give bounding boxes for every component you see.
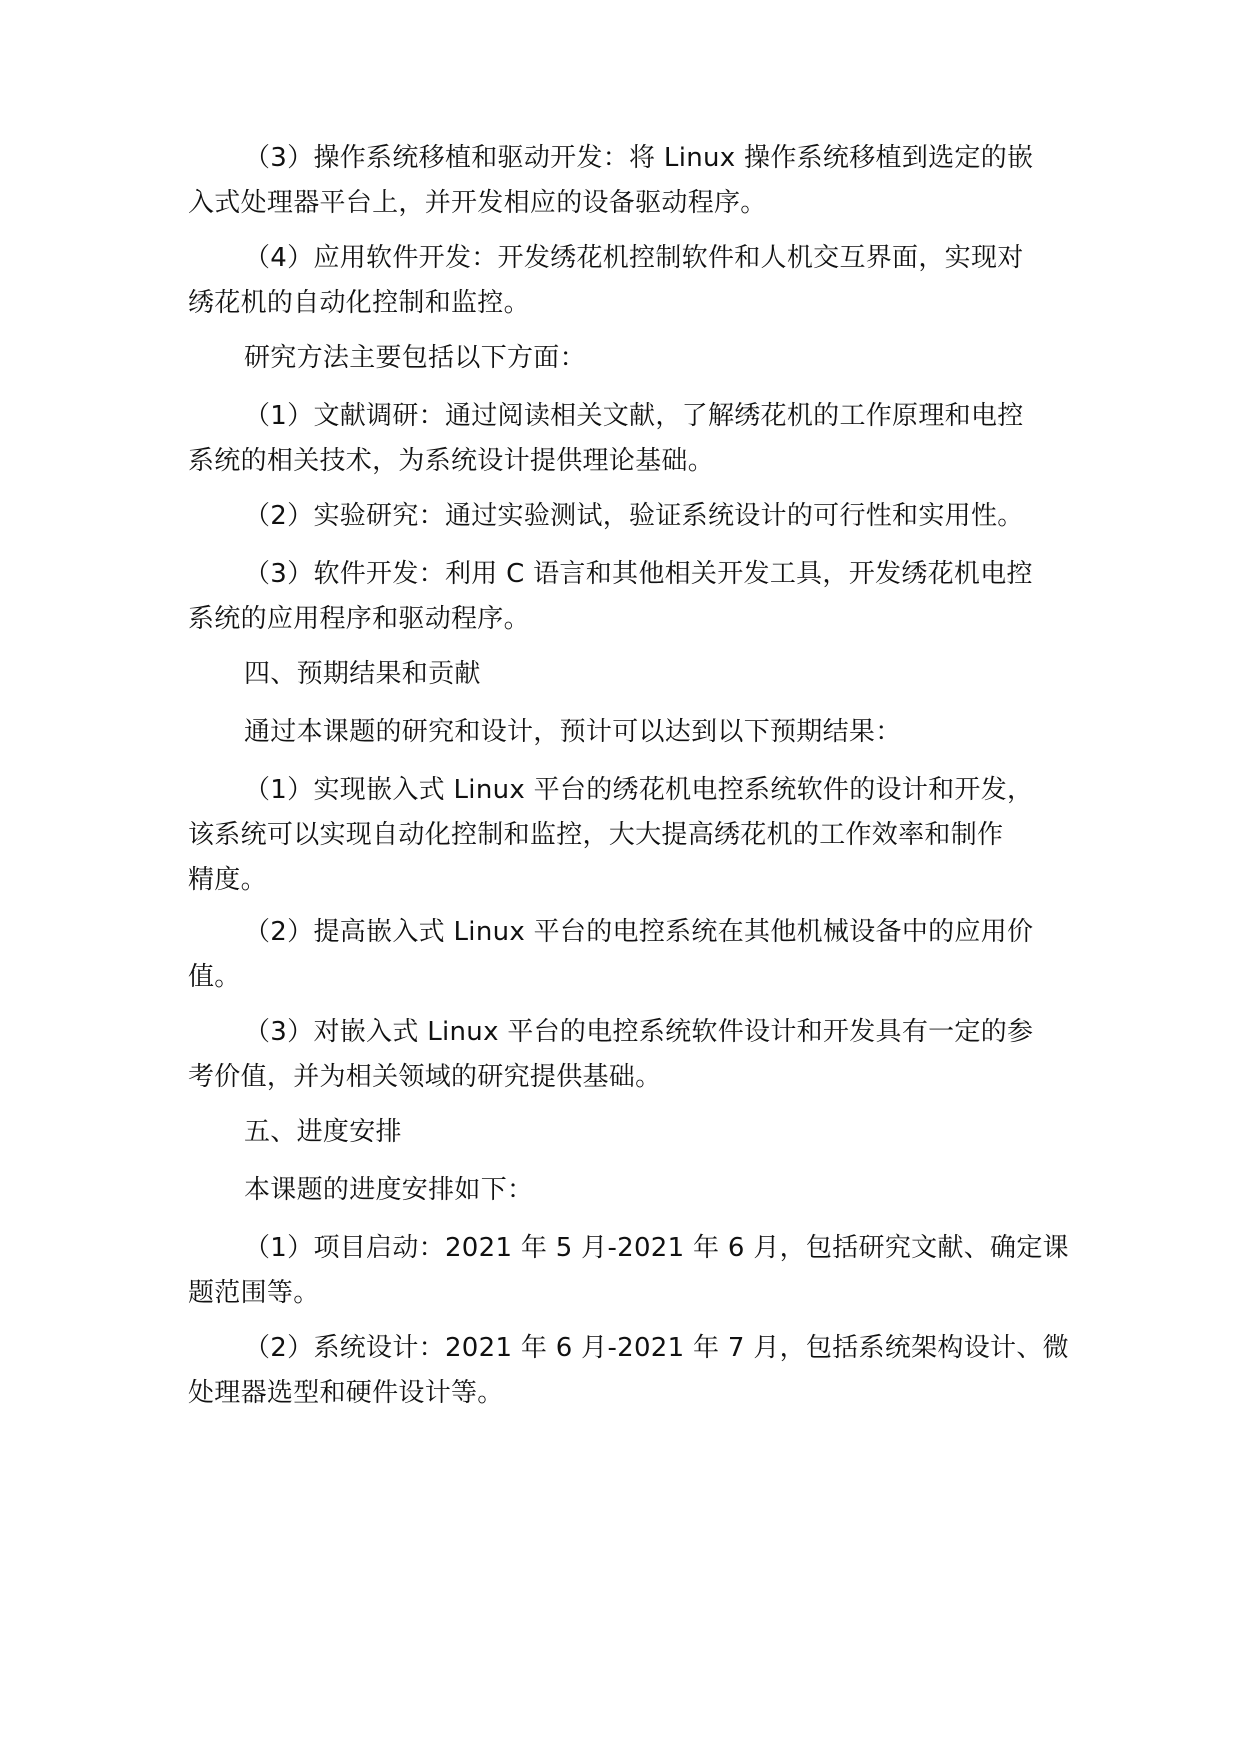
text-line: 系统的应用程序和驱动程序。	[188, 604, 530, 634]
paragraph-expected-result-2	[188, 910, 1058, 1000]
text-line: 研究方法主要包括以下方面：	[244, 343, 586, 373]
text-line: 精度。	[188, 865, 267, 895]
paragraph-schedule-item-2	[188, 1326, 1069, 1416]
paragraph-literature-research	[188, 394, 1058, 484]
text-line: （1）实现嵌入式 Linux 平台的绣花机电控系统软件的设计和开发，	[244, 775, 1034, 805]
paragraph-app-software	[188, 236, 1058, 326]
text-line: 入式处理器平台上，并开发相应的设备驱动程序。	[188, 188, 767, 218]
paragraph-experimental-research	[188, 494, 1058, 539]
text-line: （3）对嵌入式 Linux 平台的电控系统软件设计和开发具有一定的参	[244, 1017, 1034, 1047]
text-line: 五、进度安排	[244, 1117, 402, 1147]
text-line: 通过本课题的研究和设计，预计可以达到以下预期结果：	[244, 717, 902, 747]
paragraph-schedule-item-1	[188, 1226, 1069, 1316]
section-heading-schedule	[188, 1110, 1058, 1155]
text-line: （4）应用软件开发：开发绣花机控制软件和人机交互界面，实现对	[244, 243, 1024, 273]
paragraph-expected-intro	[188, 710, 1058, 755]
text-line: 处理器选型和硬件设计等。	[188, 1378, 504, 1408]
paragraph-schedule-intro	[188, 1168, 1058, 1213]
text-line: （3）操作系统移植和驱动开发：将 Linux 操作系统移植到选定的嵌	[244, 143, 1034, 173]
paragraph-expected-result-3	[188, 1010, 1058, 1100]
text-line: 系统的相关技术，为系统设计提供理论基础。	[188, 446, 715, 476]
paragraph-expected-result-1	[188, 768, 1058, 903]
paragraph-os-porting	[188, 136, 1058, 226]
text-line: （1）项目启动：2021 年 5 月-2021 年 6 月，包括研究文献、确定课	[244, 1233, 1069, 1263]
section-heading-expected-results	[188, 652, 1058, 697]
text-line: （2）系统设计：2021 年 6 月-2021 年 7 月，包括系统架构设计、微	[244, 1333, 1069, 1363]
text-line: 绣花机的自动化控制和监控。	[188, 288, 530, 318]
text-line: 题范围等。	[188, 1278, 320, 1308]
text-line: 本课题的进度安排如下：	[244, 1175, 534, 1205]
paragraph-research-methods-intro	[188, 336, 1058, 381]
paragraph-software-development	[188, 552, 1058, 642]
text-line: 四、预期结果和贡献	[244, 659, 481, 689]
text-line: （2）实验研究：通过实验测试，验证系统设计的可行性和实用性。	[244, 501, 1024, 531]
text-line: 值。	[188, 962, 241, 992]
text-line: （3）软件开发：利用 C 语言和其他相关开发工具，开发绣花机电控	[244, 559, 1033, 589]
text-line: 该系统可以实现自动化控制和监控，大大提高绣花机的工作效率和制作	[188, 820, 1004, 850]
text-line: 考价值，并为相关领域的研究提供基础。	[188, 1062, 662, 1092]
text-line: （2）提高嵌入式 Linux 平台的电控系统在其他机械设备中的应用价	[244, 917, 1034, 947]
text-line: （1）文献调研：通过阅读相关文献，了解绣花机的工作原理和电控	[244, 401, 1024, 431]
